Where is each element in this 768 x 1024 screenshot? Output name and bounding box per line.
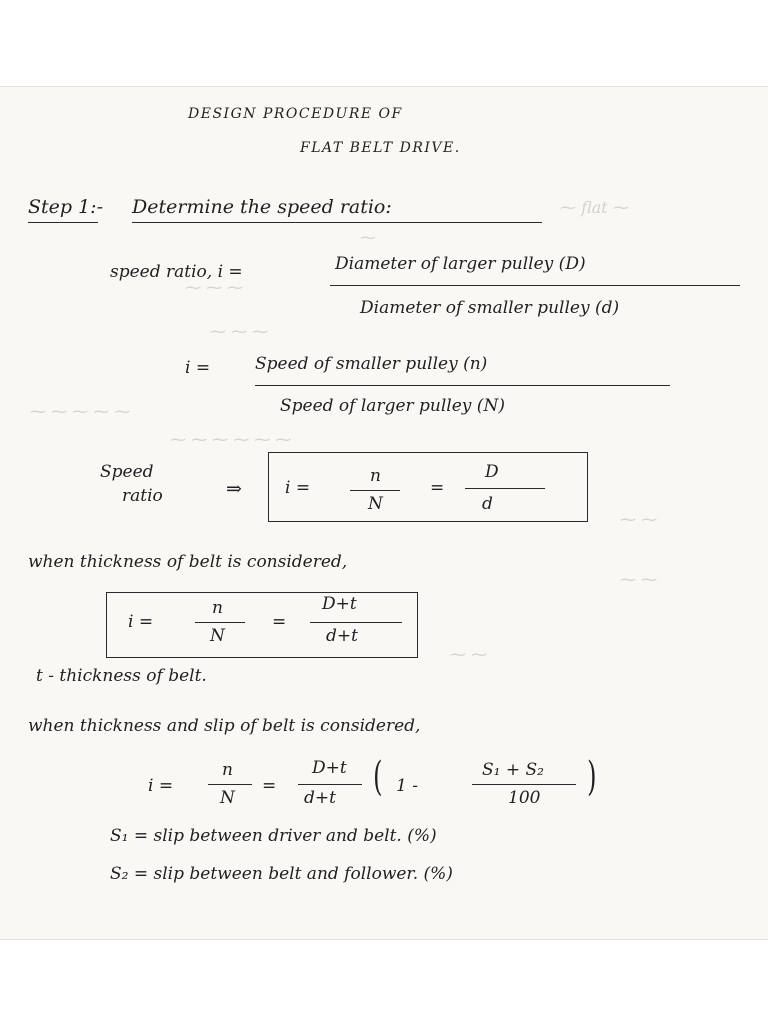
boxed2-den2: d+t [326,626,358,646]
boxed1-label-top: Speed [100,462,154,482]
t-definition: t - thickness of belt. [36,666,207,686]
formula2-fraction-bar [255,385,670,386]
formula3-bar2 [298,784,362,785]
step-underline [28,222,98,223]
formula1-numerator: Diameter of larger pulley (D) [335,254,586,274]
bleed-through-mark: ⁓ ﬂat ⁓ [560,198,629,217]
bleed-through-mark: ⁓ ⁓ ⁓ ⁓ ⁓ ⁓ [170,430,292,449]
formula3-one-minus: 1 - [396,776,418,796]
boxed2-num2: D+t [322,594,357,614]
bleed-through-mark: ⁓ ⁓ [620,570,658,589]
boxed1-i-eq: i = [285,478,311,498]
boxed1-den2: d [482,494,493,514]
bleed-through-mark: ⁓ [360,228,376,247]
bleed-through-mark: ⁓ ⁓ ⁓ ⁓ ⁓ [30,402,131,421]
s2-definition: S₂ = slip between belt and follower. (%) [110,864,453,884]
title-line-1: DESIGN PROCEDURE OF [188,106,403,122]
boxed1-arrow: ⇒ [226,478,242,500]
formula3-eq: = [262,776,277,796]
formula1-lhs: speed ratio, i = [110,262,243,282]
formula3-den3: 100 [508,788,541,808]
boxed2-eq: = [272,612,287,632]
boxed1-bar2 [465,488,545,489]
formula3-bar3 [472,784,576,785]
title-line-2: FLAT BELT DRIVE. [300,140,461,156]
formula3-right-paren: ) [587,754,597,800]
formula3-left-paren: ( [373,754,383,800]
formula3-num2: D+t [312,758,347,778]
step-text-underline [132,222,542,223]
boxed1-eq: = [430,478,445,498]
formula3-den2: d+t [304,788,336,808]
boxed1-frame [268,452,588,522]
formula1-denominator: Diameter of smaller pulley (d) [360,298,620,318]
boxed2-bar1 [195,622,245,623]
boxed1-num1: n [370,466,381,486]
bleed-through-mark: ⁓ ⁓ ⁓ [210,322,269,341]
bleed-through-mark: ⁓ ⁓ [620,510,658,529]
formula3-den1: N [220,788,235,808]
formula3-num3: S₁ + S₂ [482,760,544,780]
boxed1-label-bottom: ratio [122,486,163,506]
formula2-denominator: Speed of larger pulley (N) [280,396,505,416]
formula2-numerator: Speed of smaller pulley (n) [255,354,488,374]
boxed1-den1: N [368,494,383,514]
slip-note: when thickness and slip of belt is considered, [28,716,421,736]
formula3-bar1 [208,784,252,785]
boxed2-i-eq: i = [128,612,154,632]
boxed1-num2: D [485,462,499,482]
s1-definition: S₁ = slip between driver and belt. (%) [110,826,437,846]
formula3-num1: n [222,760,233,780]
boxed2-bar2 [310,622,402,623]
formula2-lhs: i = [185,358,211,378]
boxed2-num1: n [212,598,223,618]
bleed-through-mark: ⁓ ⁓ [450,645,488,664]
boxed1-bar1 [350,490,400,491]
formula1-fraction-bar [330,285,740,286]
bleed-through-mark: ⁓ ⁓ ⁓ [185,278,244,297]
boxed2-den1: N [210,626,225,646]
step-text: Determine the speed ratio: [132,196,392,218]
thickness-note: when thickness of belt is considered, [28,552,348,572]
step-label: Step 1:- [28,196,104,218]
formula3-i-eq: i = [148,776,174,796]
